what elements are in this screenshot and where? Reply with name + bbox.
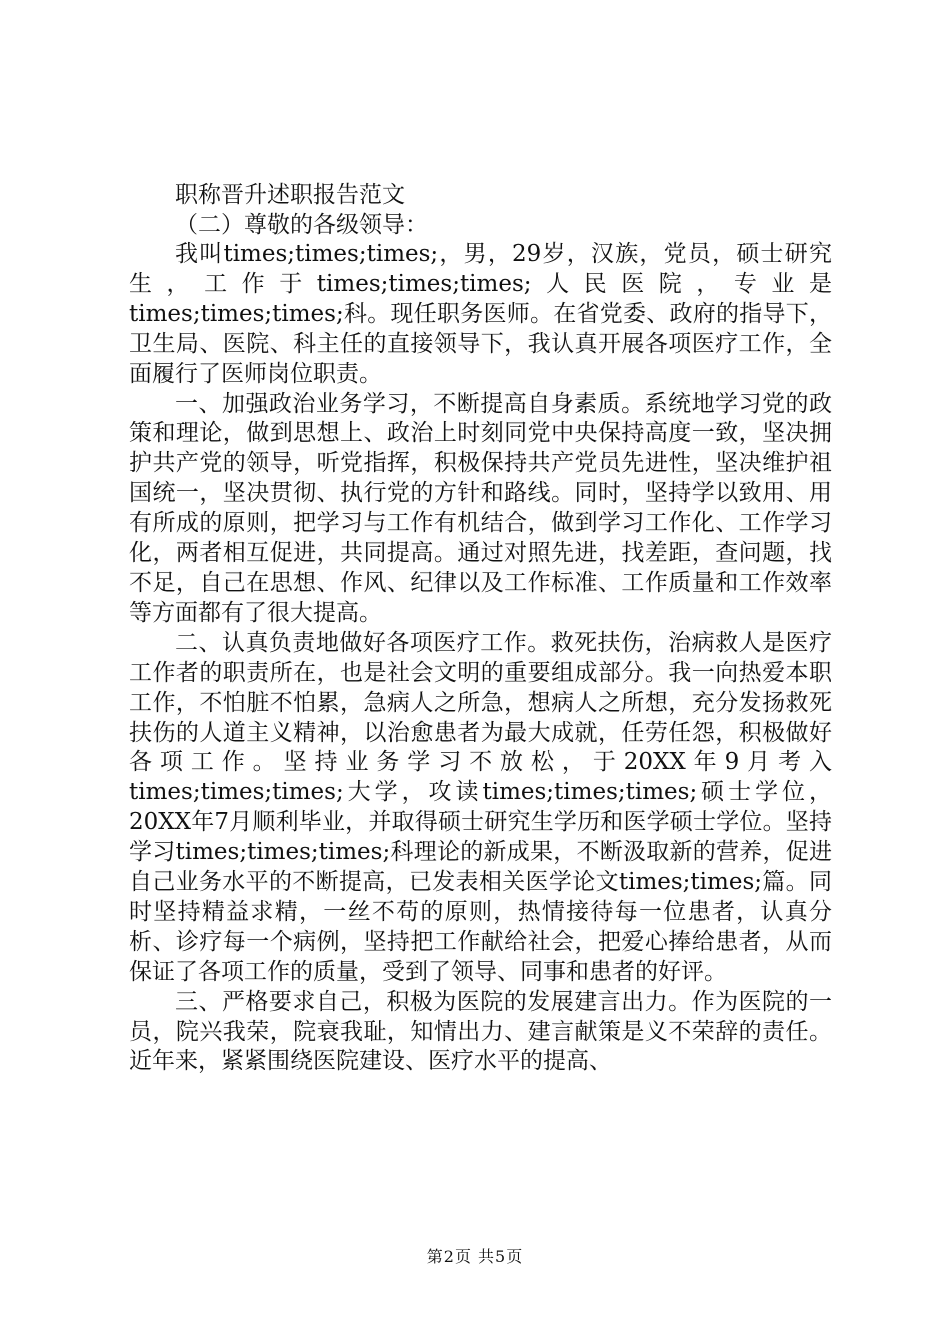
document-title: 职称晋升述职报告范文 (175, 182, 405, 208)
paragraph-section-1: 一、加强政治业务学习，不断提高自身素质。系统地学习党的政策和理论，做到思想上、政治上时刻同党中央保持高度一致，坚决拥护共产党的领导，听党指挥，积极保持共产党员先进性，坚决维护祖国统一，坚决贯彻、执行党的方针和路线。同时，坚持学以致用、用有所成的原则，把学习与工作有机结合，做到学习工作化、工作学习化，两者相互促进，共同提高。通过对照先进，找差距，查问题，找不足，自己在思想、作风、纪律以及工作标准、工作质量和工作效率等方面都有了很大提高。 (129, 390, 832, 626)
document-body (129, 180, 832, 1077)
page-number: 第2页 共5页 (426, 1247, 524, 1266)
paragraph-intro: 我叫times;times;times;，男，29岁，汉族，党员，硕士研究生，工作于times;times;times;人民医院，专业是times;times;times;科。现任职务医师。在省党委、政府的指导下，卫生局、医院、科主任的直接领导下，我认真开展各项医疗工作，全面履行了医师岗位职责。 (129, 241, 832, 387)
salutation: （二）尊敬的各级领导： (175, 212, 428, 238)
paragraph-section-3: 三、严格要求自己，积极为医院的发展建言出力。作为医院的一员，院兴我荣，院衰我耻，知情出力、建言献策是义不荣辞的责任。近年来，紧紧围绕医院建设、医疗水平的提高、 (129, 988, 832, 1075)
paragraph-section-2: 二、认真负责地做好各项医疗工作。救死扶伤，治病救人是医疗工作者的职责所在，也是社会文明的重要组成部分。我一向热爱本职工作，不怕脏不怕累，急病人之所急，想病人之所想，充分发扬救死扶伤的人道主义精神，以治愈患者为最大成就，任劳任怨，积极做好各项工作。坚持业务学习不放松，于20XX年9月考入times;times;times;大学，攻读times;times;times;硕士学位，20XX年7月顺利毕业，并取得硕士研究生学历和医学硕士学位。坚持学习times;times;times;科理论的新成果，不断汲取新的营养，促进自己业务水平的不断提高，已发表相关医学论文times;times;篇。同时坚持精益求精，一丝不苟的原则，热情接待每一位患者，认真分析、诊疗每一个病例，坚持把工作献给社会，把爱心捧给患者，从而保证了各项工作的质量，受到了领导、同事和患者的好评。 (129, 629, 832, 985)
